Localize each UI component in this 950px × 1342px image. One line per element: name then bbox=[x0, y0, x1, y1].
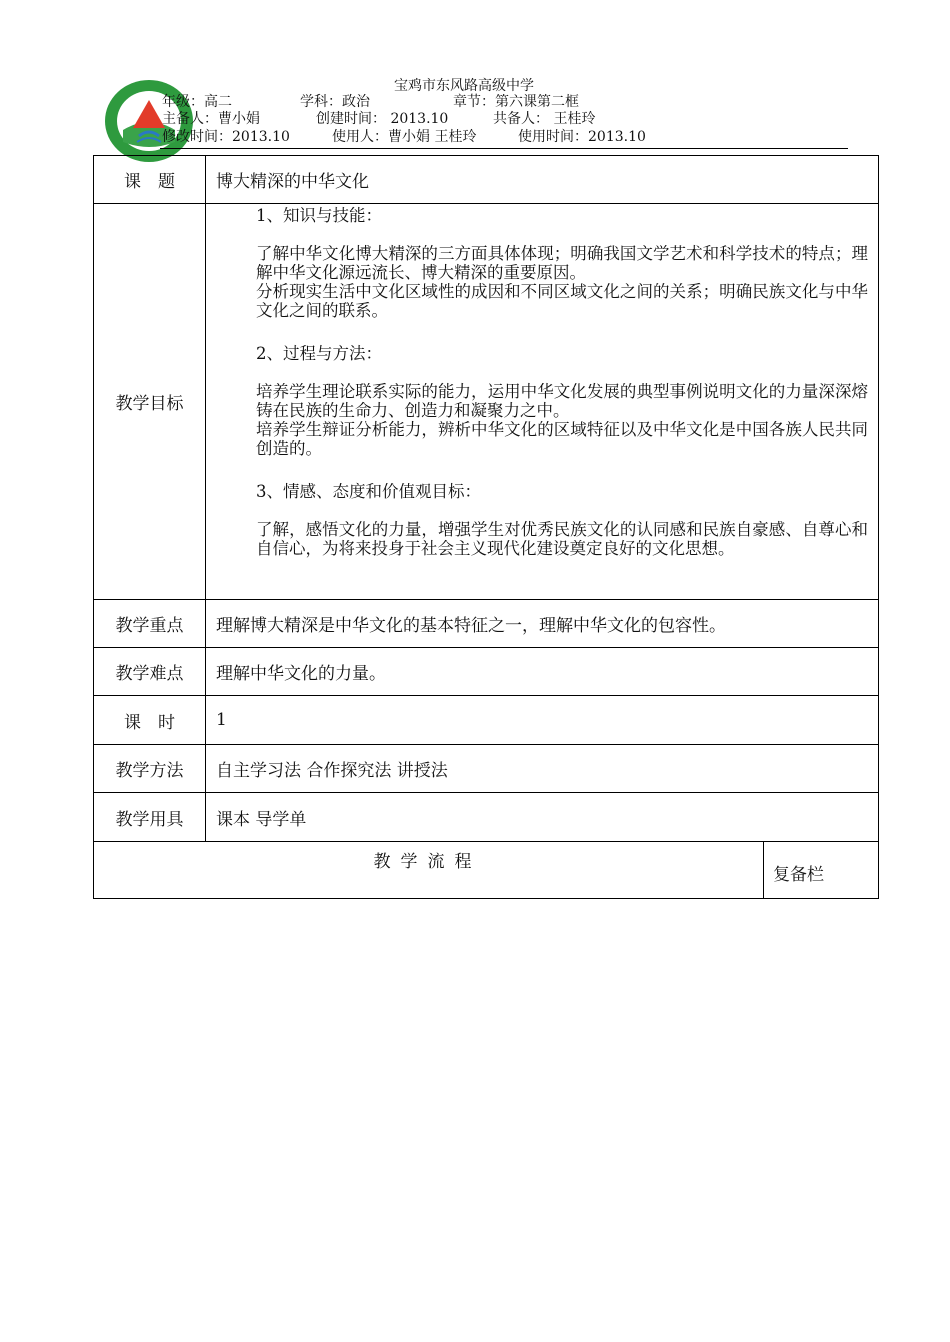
focus-value: 理解博大精深是中华文化的基本特征之一，理解中华文化的包容性。 bbox=[206, 600, 879, 648]
method-label: 教学方法 bbox=[94, 745, 206, 793]
grade-field: 年级：高二 bbox=[162, 94, 232, 110]
goal-heading-3: 3、情感、态度和价值观目标： bbox=[256, 482, 481, 501]
created-field: 创建时间： 2013.10 bbox=[316, 111, 449, 127]
goal-text-1b: 分析现实生活中文化区域性的成因和不同区域文化之间的关系；明确民族文化与中华文化之间的联系。 bbox=[256, 282, 868, 320]
review-label: 复备栏 bbox=[773, 865, 824, 885]
goals-cell bbox=[206, 204, 879, 600]
tools-label: 教学用具 bbox=[94, 793, 206, 842]
modified-field: 修改时间：2013.10 bbox=[162, 129, 290, 145]
header-rule bbox=[160, 148, 848, 149]
topic-label: 课 题 bbox=[94, 156, 206, 204]
hours-label: 课 时 bbox=[94, 696, 206, 745]
preparer-field: 主备人：曹小娟 bbox=[162, 111, 260, 127]
school-name: 宝鸡市东风路高级中学 bbox=[394, 78, 534, 94]
teaching-flow-row bbox=[93, 841, 879, 899]
difficulty-label: 教学难点 bbox=[94, 648, 206, 696]
hours-value: 1 bbox=[206, 696, 879, 745]
method-value: 自主学习法 合作探究法 讲授法 bbox=[206, 745, 879, 793]
focus-label: 教学重点 bbox=[94, 600, 206, 648]
goal-text-2b: 培养学生辩证分析能力，辨析中华文化的区域特征以及中华文化是中国各族人民共同创造的。 bbox=[256, 420, 868, 458]
use-time-field: 使用时间：2013.10 bbox=[518, 129, 646, 145]
tools-value: 课本 导学单 bbox=[206, 793, 879, 842]
goal-text-3: 了解，感悟文化的力量，增强学生对优秀民族文化的认同感和民族自豪感、自尊心和自信心，为将来投身于社会主义现代化建设奠定良好的文化思想。 bbox=[256, 520, 868, 558]
goals-label: 教学目标 bbox=[94, 204, 206, 600]
co-preparer-field: 共备人： 王桂玲 bbox=[493, 111, 596, 127]
subject-field: 学科：政治 bbox=[300, 94, 370, 110]
topic-value: 博大精深的中华文化 bbox=[206, 156, 879, 204]
lesson-plan-table bbox=[93, 155, 879, 842]
goal-text-1a: 了解中华文化博大精深的三方面具体体现；明确我国文学艺术和科学技术的特点；理解中华文化源远流长、博大精深的重要原因。 bbox=[256, 244, 868, 282]
goal-text-2a: 培养学生理论联系实际的能力，运用中华文化发展的典型事例说明文化的力量深深熔铸在民族的生命力、创造力和凝聚力之中。 bbox=[256, 382, 868, 420]
goal-heading-2: 2、过程与方法： bbox=[256, 344, 382, 363]
chapter-field: 章节：第六课第二框 bbox=[453, 94, 579, 110]
goal-heading-1: 1、知识与技能： bbox=[256, 206, 382, 225]
difficulty-value: 理解中华文化的力量。 bbox=[206, 648, 879, 696]
teaching-flow-label: 教学流程 bbox=[373, 852, 482, 872]
user-field: 使用人：曹小娟 王桂玲 bbox=[332, 129, 477, 145]
